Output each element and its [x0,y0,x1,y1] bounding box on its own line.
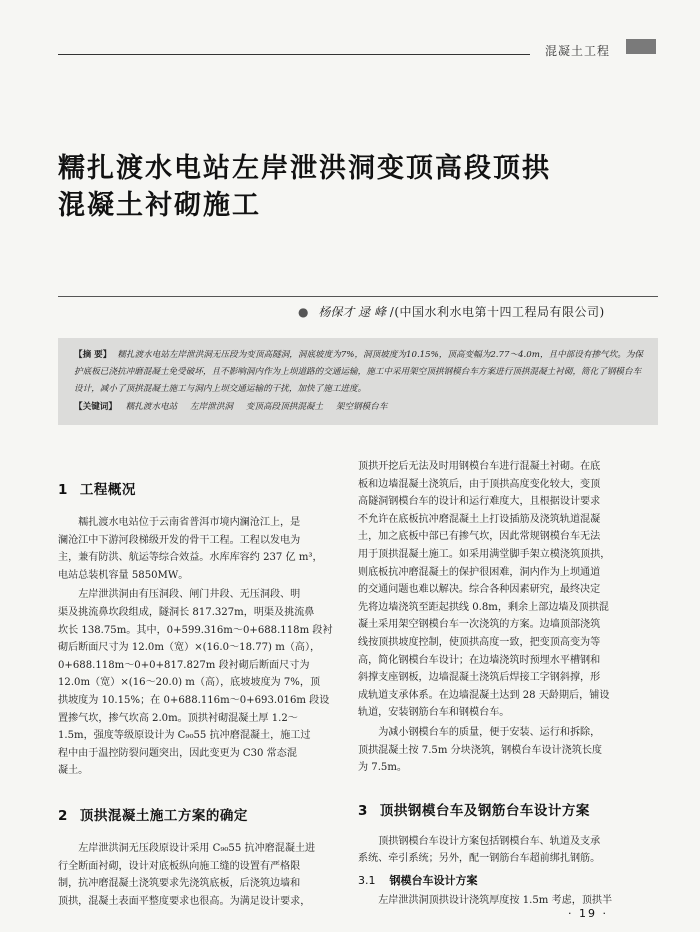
section-1-heading [58,478,324,498]
paragraph [358,833,624,868]
text-line: 的交通问题也难以解决。综合各种因素研究，最终决定 [358,584,601,596]
section-number: 3 [358,802,368,819]
text-line: 左岸泄洪洞无压段原设计采用 C₉₀55 抗冲磨混凝土进 [78,842,316,854]
left-column [58,458,333,910]
text-line: 澜沧江中下游河段梯级开发的骨干工程。工程以发电为 [58,534,301,546]
text-line: 成轨道支承体系。在边墙混凝土达到 28 天龄期后，铺设 [358,689,610,701]
text-line: 1.5m，强度等级原设计为 C₉₀55 抗冲磨混凝土，施工过 [58,730,311,742]
article-title [58,150,658,224]
text-line: 高隧洞钢模台车的设计和运行难度大，且根据设计要求 [358,496,601,508]
text-line: 顶拱开挖后无法及时用钢模台车进行混凝土衬砌。在底 [358,461,601,472]
subsection-title: 钢模台车设计方案 [389,873,478,887]
text-line: 不允许在底板抗冲磨混凝土上打设插筋及浇筑轨道混凝 [358,513,601,525]
paragraph [58,514,324,584]
text-line: 土，加之底板中部已有掺气坎，因此常规钢模台车无法 [358,531,601,543]
text-line: 左岸泄洪洞由有压洞段、闸门井段、无压洞段、明 [78,589,301,601]
text-line: 渠及挑流鼻坎段组成，隧洞长 817.327m，明渠及挑流鼻 [58,606,315,618]
text-line: 轨道，安装钢筋台车和钢模台车。 [358,707,510,719]
text-line: 为 7.5m。 [358,762,408,774]
text-line: 坎长 138.75m。其中，0+599.316m～0+688.118m 段衬 [58,624,333,636]
text-line: 拱坡度为 10.15%；在 0+688.116m～0+693.016m 段设 [58,694,330,706]
text-line: 线按顶拱坡度控制，使顶拱高度一致，把变顶高变为等 [358,636,601,648]
text-line: 砌后断面尺寸为 12.0m（宽）×(16.0～18.77) m（高）， [58,642,321,654]
text-line: 系统、牵引系统；另外，配一钢筋台车超前绑扎钢筋。 [358,853,601,865]
paragraph [58,586,333,780]
text-line: 为减小钢模台车的质量，便于安装、运行和拆除， [378,726,601,738]
text-line: 程中由于温控防裂问题突出，因此变更为 C30 常态混 [58,747,297,759]
paragraph [358,724,624,777]
paragraph [358,458,624,722]
keyword: 架空钢模台车 [335,401,388,412]
keywords-row [74,399,644,416]
keyword: 糯扎渡水电站 [125,401,178,412]
subsection-3-1-heading [358,872,624,888]
section-title: 工程概况 [79,482,136,498]
keyword: 变顶高段顶拱混凝土 [245,401,324,412]
page-number: · 19 · [568,907,608,920]
section-label: 混凝土工程 [545,44,611,58]
text-line: 高，简化钢模台车设计；在边墙浇筑时预埋水平槽钢和 [358,654,601,666]
section-3-heading [358,799,624,819]
header-decoration-block [626,39,656,54]
section-title: 顶拱钢模台车及钢筋台车设计方案 [379,802,590,819]
text-line: 0+688.118m～0+0+817.827m 段衬砌后断面尺寸为 [58,659,310,671]
section-title: 顶拱混凝土施工方案的确定 [79,807,248,824]
header-rule [58,54,530,55]
text-line: 用于顶拱混凝土施工。如采用满堂脚手架立模浇筑顶拱， [358,548,611,560]
text-line: 凝土采用架空钢模台车一次浇筑的方案。边墙顶部浇筑 [358,619,601,631]
title-line-1: 糯扎渡水电站左岸泄洪洞变顶高段顶拱 [58,153,551,184]
affiliation: /(中国水利水电第十四工程局有限公司) [389,305,605,319]
subsection-number: 3.1 [358,873,376,887]
abstract-box [58,338,658,425]
text-line: 先将边墙浇筑至距起拱线 0.8m，剩余上部边墙及顶拱混 [358,601,609,613]
abstract-text: 糯扎渡水电站左岸泄洪洞无压段为变顶高隧洞，洞底坡度为7%，洞顶坡度为10.15%，顶高变幅为2.77～4.0m，且中部设有掺气坎。为保护底板已浇抗冲磨混凝土免受破坏，且不影响洞内作为上坝道路的交通运输，施工中采用架空顶拱钢模台车方案进行顶拱混凝土衬砌，简化了钢模台车设计，减小了顶拱混凝土施工与洞内上坝交通运输的干扰，加快了施工进度。 [74,350,644,395]
authors: 杨保才 逯 峰 [318,305,386,319]
text-line: 板和边墙混凝土浇筑后，由于顶拱高度变化较大，变顶 [358,478,601,490]
section-2-heading [58,804,324,824]
paragraph [58,840,324,910]
bullet-icon: ● [298,305,309,319]
text-line: 左岸泄洪洞顶拱设计浇筑厚度按 1.5m 考虑，顶拱半 [378,894,613,906]
abstract-label: 【摘 要】 [74,350,112,360]
text-line: 电站总装机容量 5850MW。 [58,569,189,581]
abstract-body [74,347,644,399]
section-number: 2 [58,807,68,824]
text-line: 置掺气坎，掺气坎高 2.0m。顶拱衬砌混凝土厚 1.2～ [58,712,298,724]
text-line: 行全断面衬砌，设计对底板纵向施工缝的设置有严格限 [58,860,301,872]
title-line-2: 混凝土衬砌施工 [58,190,261,221]
byline [298,303,605,320]
section-number: 1 [58,482,68,498]
text-line: 顶拱混凝土按 7.5m 分块浇筑，钢模台车设计浇筑长度 [358,744,603,756]
text-line: 则底板抗冲磨混凝土的保护很困难，洞内作为上坝通道 [358,566,601,578]
text-line: 顶拱，混凝土表面平整度要求也很高。为满足设计要求， [58,895,311,907]
text-line: 斜撑支座钢板，边墙混凝土浇筑后焊接工字钢斜撑，形 [358,672,601,684]
right-column [358,458,624,909]
keywords-label: 【关键词】 [74,401,117,412]
text-line: 凝土。 [58,765,89,777]
keyword: 左岸泄洪洞 [190,401,234,412]
title-separator [58,296,658,297]
text-line: 制，抗冲磨混凝土浇筑要求先浇筑底板，后浇筑边墙和 [58,878,301,890]
text-line: 顶拱钢模台车设计方案包括钢模台车、轨道及支承 [378,835,601,847]
text-line: 12.0m（宽）×(16～20.0) m（高），底坡坡度为 7%，顶 [58,677,321,689]
text-line: 主，兼有防洪、航运等综合效益。水库库容约 237 亿 m³， [58,552,323,564]
text-line: 糯扎渡水电站位于云南省普洱市境内澜沧江上，是 [78,517,301,528]
